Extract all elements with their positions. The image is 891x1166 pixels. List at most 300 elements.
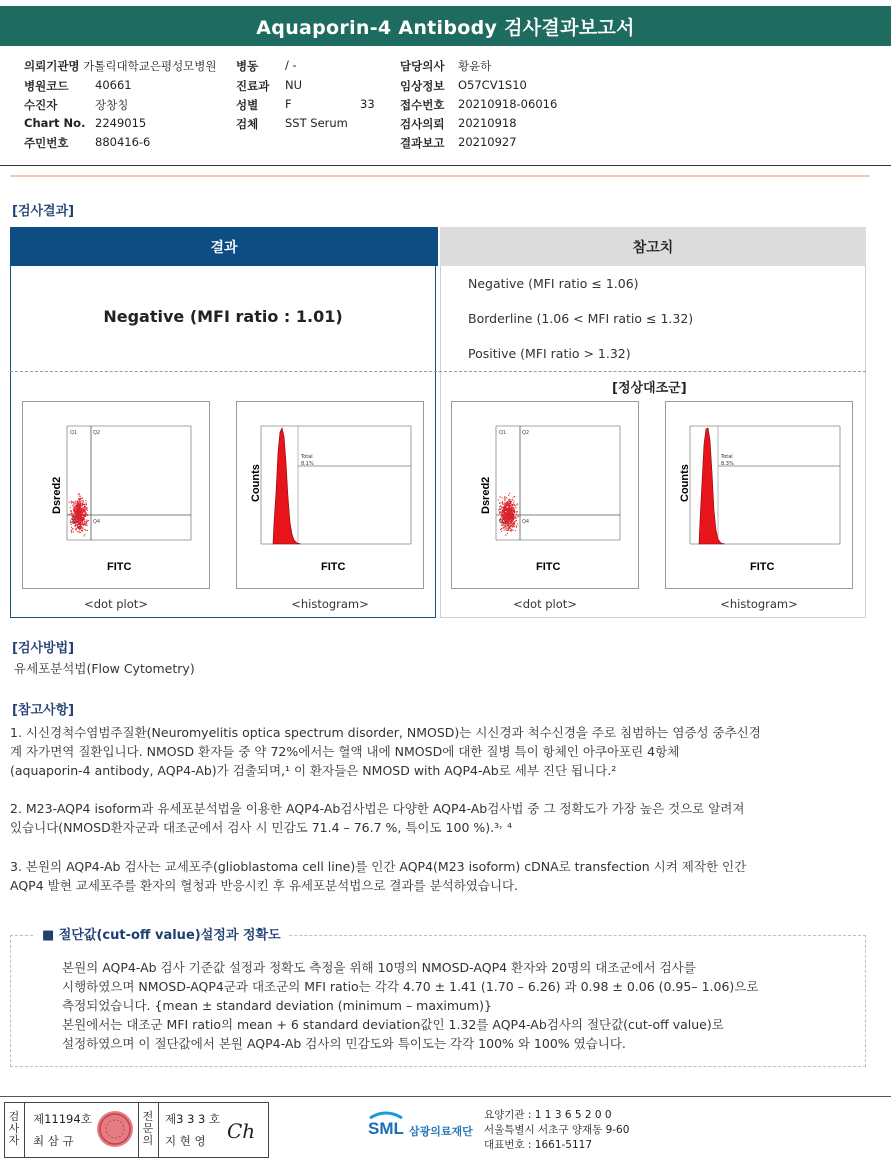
scatter-dot: [84, 514, 85, 515]
scatter-dot: [508, 501, 509, 502]
scatter-dot: [508, 524, 509, 525]
scatter-dot: [73, 516, 74, 517]
scatter-dot: [512, 505, 513, 506]
scatter-dot: [511, 520, 512, 521]
scatter-dot: [74, 507, 75, 508]
scatter-dot: [500, 505, 501, 506]
scatter-dot: [508, 527, 509, 528]
ward-value: / -: [285, 58, 297, 72]
scatter-dot: [76, 505, 77, 506]
scatter-dot: [508, 495, 509, 496]
scatter-dot: [513, 500, 514, 501]
scatter-dot: [83, 535, 84, 536]
scatter-dot: [514, 526, 515, 527]
scatter-dot: [71, 502, 72, 503]
scatter-dot: [86, 525, 87, 526]
scatter-dot: [84, 516, 85, 517]
scatter-dot: [511, 529, 512, 530]
scatter-dot: [77, 513, 78, 514]
scatter-dot: [81, 527, 82, 528]
resident-no-label: 주민번호: [24, 136, 69, 150]
scatter-dot: [78, 522, 79, 523]
scatter-dot: [86, 523, 87, 524]
scatter-dot: [512, 530, 513, 531]
note-line: 있습니다(NMOSD환자군과 대조군에서 검사 시 민감도 71.4 – 76.7 %, 특이도 100 %).³˒ ⁴: [10, 820, 512, 835]
scatter-dot: [510, 516, 511, 517]
sex-label: 성별: [236, 98, 259, 112]
sml-logo-text: SML: [368, 1119, 404, 1138]
normal-control-title: [정상대조군]: [612, 381, 687, 396]
scatter-dot: [508, 508, 509, 509]
report-date-label: 결과보고: [400, 136, 445, 150]
scatter-dot: [74, 509, 75, 510]
scatter-dot: [74, 510, 75, 511]
chart-no-value: 2249015: [95, 116, 147, 130]
scatter-dot: [74, 513, 75, 514]
scatter-dot: [512, 499, 513, 500]
scatter-dot: [498, 499, 499, 500]
scatter-dot: [506, 514, 507, 515]
scatter-dot: [500, 509, 501, 510]
scatter-dot: [80, 506, 81, 507]
scatter-dot: [499, 511, 500, 512]
scatter-dot: [510, 502, 511, 503]
scatter-dot: [85, 530, 86, 531]
scatter-dot: [515, 507, 516, 508]
dot-plot-chart: [452, 402, 638, 588]
scatter-dot: [71, 513, 72, 514]
scatter-dot: [511, 518, 512, 519]
scatter-dot: [88, 520, 89, 521]
cutoff-line: 시행하였으며 NMOSD-AQP4군과 대조군의 MFI ratio는 각각 4.70 ± 1.41 (1.70 – 6.26) 과 0.98 ± 0.06 (0.95– 1.06)으로: [62, 979, 759, 994]
scatter-dot: [83, 524, 84, 525]
scatter-dot: [80, 512, 81, 513]
scatter-dot: [71, 515, 72, 516]
scatter-dot: [80, 514, 81, 515]
hospital-code-value: 40661: [95, 78, 132, 92]
scatter-dot: [503, 527, 504, 528]
scatter-dot: [505, 512, 506, 513]
scatter-dot: [82, 528, 83, 529]
scatter-dot: [504, 506, 505, 507]
quad-label: Q4: [93, 519, 101, 525]
scatter-dot: [502, 503, 503, 504]
scatter-dot: [85, 509, 86, 510]
scatter-dot: [505, 528, 506, 529]
scatter-dot: [507, 530, 508, 531]
scatter-dot: [82, 524, 83, 525]
signature: Ch: [227, 1119, 256, 1143]
sex-value: F: [285, 97, 292, 111]
report-title: Aquaporin-4 Antibody 검사결과보고서: [0, 6, 891, 46]
histogram-peak: [273, 428, 301, 544]
dot-plot-chart: [23, 402, 209, 588]
scatter-dot: [87, 521, 88, 522]
scatter-dot: [506, 504, 507, 505]
notes-title: [참고사항]: [12, 703, 75, 718]
ward-label: 병동: [236, 59, 259, 73]
scatter-dot: [504, 498, 505, 499]
receipt-no-label: 접수번호: [400, 98, 445, 112]
hist-total-label: Total: [301, 454, 313, 460]
scatter-dot: [78, 524, 79, 525]
scatter-dot: [84, 523, 85, 524]
scatter-dot: [71, 527, 72, 528]
scatter-dot: [82, 522, 83, 523]
scatter-dot: [80, 515, 81, 516]
hist-y-label: Counts: [679, 464, 691, 502]
scatter-dot: [71, 532, 72, 533]
hospital-field: 의뢰기관명 가톨릭대학교은평성모병원: [24, 59, 217, 73]
specimen-label: 검체: [236, 117, 259, 131]
histogram-chart: [237, 402, 423, 588]
cutoff-title: ■ 절단값(cut-off value)설정과 정확도: [34, 924, 289, 943]
scatter-dot: [510, 503, 511, 504]
scatter-dot: [72, 501, 73, 502]
scatter-dot: [85, 525, 86, 526]
scatter-dot: [86, 502, 87, 503]
doctor-label: 담당의사: [400, 59, 445, 73]
scatter-dot: [69, 514, 70, 515]
scatter-dot: [81, 500, 82, 501]
request-date-label: 검사의뢰: [400, 117, 445, 131]
scatter-dot: [86, 509, 87, 510]
scatter-dot: [75, 503, 76, 504]
scatter-dot: [513, 508, 514, 509]
scatter-dot: [72, 528, 73, 529]
scatter-dot: [501, 528, 502, 529]
signature-box: [4, 1102, 269, 1158]
scatter-dot: [80, 518, 81, 519]
scatter-dot: [501, 497, 502, 498]
chart-no-label: Chart No.: [24, 116, 86, 130]
scatter-dot: [82, 514, 83, 515]
resident-no-value: 880416-6: [95, 135, 151, 149]
hospital-code-field: 병원코드: [24, 79, 69, 93]
scatter-dot: [79, 499, 80, 500]
clinical-info-value: O57CV1S10: [458, 78, 527, 92]
scatter-dot: [502, 525, 503, 526]
patient-dot-caption: <dot plot>: [84, 597, 148, 611]
cutoff-line: 설정하였으며 이 절단값에서 본원 AQP4-Ab 검사의 민감도와 특이도는 각각 100% 와 100% 였습니다.: [62, 1036, 626, 1051]
note-line: AQP4 발현 교세포주를 환자의 혈청과 반응시킨 후 유세포분석법으로 결과를 분석하였습니다.: [10, 878, 519, 893]
scatter-dot: [516, 520, 517, 521]
scatter-dot: [502, 513, 503, 514]
doctor-value: 황윤하: [458, 59, 492, 73]
scatter-dot: [517, 511, 518, 512]
scatter-dot: [510, 528, 511, 529]
dot-x-label: FITC: [107, 561, 132, 573]
scatter-dot: [78, 494, 79, 495]
dot-y-label: Dsred2: [51, 476, 63, 514]
scatter-dot: [508, 525, 509, 526]
receipt-no-value: 20210918-06016: [458, 97, 558, 111]
scatter-dot: [80, 498, 81, 499]
doctor-label: 전 문 의: [142, 1110, 154, 1147]
method-text: 유세포분석법(Flow Cytometry): [14, 661, 195, 676]
scatter-dot: [82, 505, 83, 506]
note-line: 1. 시신경척수염범주질환(Neuromyelitis optica spectrum disorder, NMOSD)는 시신경과 척수신경을 주로 침범하는 염증성 중추신경: [10, 725, 761, 740]
scatter-dot: [73, 515, 74, 516]
scatter-dot: [507, 518, 508, 519]
scatter-dot: [504, 511, 505, 512]
scatter-dot: [77, 502, 78, 503]
scatter-dot: [516, 518, 517, 519]
scatter-dot: [80, 507, 81, 508]
result-header: 결과: [10, 227, 438, 266]
scatter-dot: [77, 520, 78, 521]
scatter-dot: [508, 522, 509, 523]
scatter-dot: [516, 514, 517, 515]
scatter-dot: [506, 505, 507, 506]
note-line: 3. 본원의 AQP4-Ab 검사는 교세포주(glioblastoma cell line)를 인간 AQP4(M23 isoform) cDNA로 transfection 시켜 제작한 인간: [10, 859, 747, 874]
scatter-dot: [83, 518, 84, 519]
scatter-dot: [503, 510, 504, 511]
scatter-dot: [79, 495, 80, 496]
scatter-dot: [84, 507, 85, 508]
patient-dot-plot: [22, 401, 210, 589]
scatter-dot: [500, 496, 501, 497]
scatter-dot: [517, 523, 518, 524]
reference-borderline: Borderline (1.06 < MFI ratio ≤ 1.32): [468, 311, 694, 326]
scatter-dot: [78, 531, 79, 532]
scatter-dot: [512, 513, 513, 514]
scatter-dot: [501, 531, 502, 532]
scatter-dot: [505, 498, 506, 499]
scatter-dot: [512, 507, 513, 508]
dept-label: 진료과: [236, 79, 270, 93]
scatter-dot: [510, 521, 511, 522]
scatter-dot: [84, 529, 85, 530]
scatter-dot: [80, 523, 81, 524]
scatter-dot: [77, 507, 78, 508]
company-name: 삼광의료재단: [409, 1125, 473, 1138]
scatter-dot: [82, 521, 83, 522]
scatter-dot: [516, 527, 517, 528]
scatter-dot: [72, 505, 73, 506]
scatter-dot: [74, 525, 75, 526]
scatter-dot: [505, 507, 506, 508]
patient-name-value: 장창칭: [95, 98, 129, 112]
scatter-dot: [84, 521, 85, 522]
scatter-dot: [85, 514, 86, 515]
scatter-dot: [84, 510, 85, 511]
scatter-dot: [77, 500, 78, 501]
org-info: 요양기관 : 1 1 3 6 5 2 0 0 서울특별시 서초구 양재동 9-60 대표번호 : 1661-5117: [484, 1109, 630, 1151]
note-1: [10, 723, 876, 780]
scatter-dot: [87, 510, 88, 511]
scatter-dot: [510, 517, 511, 518]
reference-positive: Positive (MFI ratio > 1.32): [468, 346, 631, 361]
scatter-dot: [504, 529, 505, 530]
quad-label: Q3: [499, 519, 507, 525]
patient-histogram: [236, 401, 424, 589]
scatter-dot: [511, 513, 512, 514]
scatter-dot: [77, 526, 78, 527]
scatter-dot: [79, 528, 80, 529]
scatter-dot: [83, 500, 84, 501]
control-dot-caption: <dot plot>: [513, 597, 577, 611]
scatter-dot: [503, 517, 504, 518]
scatter-dot: [80, 496, 81, 497]
age-value: 33: [360, 97, 375, 111]
scatter-dot: [80, 503, 81, 504]
scatter-dot: [507, 516, 508, 517]
scatter-dot: [500, 511, 501, 512]
scatter-dot: [85, 511, 86, 512]
scatter-dot: [500, 502, 501, 503]
scatter-dot: [73, 502, 74, 503]
scatter-dot: [514, 496, 515, 497]
control-dot-plot: [451, 401, 639, 589]
scatter-dot: [82, 517, 83, 518]
scatter-dot: [511, 524, 512, 525]
scatter-dot: [83, 502, 84, 503]
quad-label: Q1: [70, 430, 78, 436]
scatter-dot: [513, 497, 514, 498]
scatter-dot: [508, 529, 509, 530]
tester-label: 검 사 자: [8, 1110, 20, 1147]
scatter-dot: [82, 530, 83, 531]
cutoff-text: [62, 958, 862, 1053]
scatter-dot: [515, 530, 516, 531]
control-histogram: [665, 401, 853, 589]
scatter-dot: [514, 509, 515, 510]
scatter-dot: [513, 517, 514, 518]
histogram-chart: [666, 402, 852, 588]
quad-label: Q2: [522, 430, 530, 436]
scatter-dot: [514, 523, 515, 524]
scatter-dot: [75, 516, 76, 517]
patient-name-label: 수진자: [24, 98, 58, 112]
scatter-dot: [498, 509, 499, 510]
control-hist-caption: <histogram>: [720, 597, 798, 611]
scatter-dot: [514, 505, 515, 506]
hist-y-label: Counts: [250, 464, 262, 502]
scatter-dot: [508, 504, 509, 505]
scatter-dot: [71, 510, 72, 511]
cutoff-line: 본원의 AQP4-Ab 검사 기준값 설정과 정확도 측정을 위해 10명의 NMOSD-AQP4 환자와 20명의 대조군에서 검사를: [62, 960, 696, 975]
scatter-dot: [502, 501, 503, 502]
note-line: 2. M23-AQP4 isoform과 유세포분석법을 이용한 AQP4-Ab검사법은 다양한 AQP4-Ab검사법 중 그 정확도가 가장 높은 것으로 알려져: [10, 801, 745, 816]
patient-hist-caption: <histogram>: [291, 597, 369, 611]
scatter-dot: [508, 510, 509, 511]
scatter-dot: [507, 510, 508, 511]
method-title: [검사방법]: [12, 641, 75, 656]
scatter-dot: [514, 517, 515, 518]
scatter-dot: [84, 534, 85, 535]
dot-y-label: Dsred2: [480, 476, 492, 514]
scatter-dot: [73, 509, 74, 510]
scatter-dot: [85, 506, 86, 507]
scatter-dot: [77, 531, 78, 532]
hist-x-label: FITC: [750, 561, 775, 573]
quad-label: Q1: [499, 430, 507, 436]
scatter-dot: [82, 527, 83, 528]
scatter-dot: [503, 515, 504, 516]
scatter-dot: [506, 530, 507, 531]
scatter-dot: [515, 521, 516, 522]
scatter-dot: [78, 518, 79, 519]
scatter-dot: [509, 503, 510, 504]
scatter-dot: [83, 517, 84, 518]
scatter-dot: [505, 510, 506, 511]
clinical-info-label: 임상정보: [400, 79, 445, 93]
scatter-dot: [504, 503, 505, 504]
scatter-dot: [87, 530, 88, 531]
scatter-dot: [504, 500, 505, 501]
scatter-dot: [83, 504, 84, 505]
scatter-dot: [510, 505, 511, 506]
cutoff-line: 측정되었습니다. {mean ± standard deviation (minimum – maximum)}: [62, 998, 492, 1013]
scatter-dot: [511, 530, 512, 531]
scatter-dot: [71, 511, 72, 512]
scatter-dot: [507, 533, 508, 534]
scatter-dot: [501, 514, 502, 515]
section-divider: [10, 175, 870, 177]
scatter-dot: [513, 514, 514, 515]
scatter-dot: [77, 514, 78, 515]
scatter-dot: [75, 512, 76, 513]
note-3: [10, 857, 876, 895]
note-line: (aquaporin-4 antibody, AQP4-Ab)가 검출되며,¹ 이 환자들은 NMOSD with AQP4-Ab로 세부 진단 됩니다.²: [10, 763, 617, 778]
scatter-dot: [510, 523, 511, 524]
scatter-dot: [509, 506, 510, 507]
scatter-dot: [86, 520, 87, 521]
scatter-dot: [508, 517, 509, 518]
scatter-dot: [75, 506, 76, 507]
scatter-dot: [512, 523, 513, 524]
scatter-dot: [77, 504, 78, 505]
scatter-dot: [506, 526, 507, 527]
quad-label: Q4: [522, 519, 530, 525]
scatter-dot: [506, 527, 507, 528]
scatter-dot: [511, 515, 512, 516]
panel-dashed-divider: [10, 371, 866, 372]
scatter-dot: [76, 528, 77, 529]
scatter-dot: [72, 513, 73, 514]
scatter-dot: [86, 512, 87, 513]
hist-total-label: Total: [721, 454, 733, 460]
scatter-dot: [80, 509, 81, 510]
scatter-dot: [78, 505, 79, 506]
scatter-dot: [509, 509, 510, 510]
scatter-dot: [506, 522, 507, 523]
result-section-title: [검사결과]: [12, 204, 75, 219]
scatter-dot: [76, 513, 77, 514]
histogram-peak: [699, 428, 725, 544]
scatter-dot: [80, 521, 81, 522]
seal-icon: [97, 1111, 133, 1147]
scatter-dot: [499, 503, 500, 504]
scatter-dot: [502, 512, 503, 513]
hist-x-label: FITC: [321, 561, 346, 573]
scatter-dot: [513, 511, 514, 512]
scatter-dot: [76, 510, 77, 511]
scatter-dot: [87, 515, 88, 516]
scatter-dot: [80, 524, 81, 525]
scatter-dot: [513, 502, 514, 503]
scatter-dot: [516, 525, 517, 526]
scatter-dot: [514, 504, 515, 505]
scatter-dot: [513, 515, 514, 516]
scatter-dot: [509, 493, 510, 494]
scatter-dot: [80, 525, 81, 526]
scatter-dot: [500, 529, 501, 530]
scatter-dot: [506, 497, 507, 498]
hist-total-value: 8.1%: [301, 461, 314, 467]
scatter-dot: [513, 525, 514, 526]
